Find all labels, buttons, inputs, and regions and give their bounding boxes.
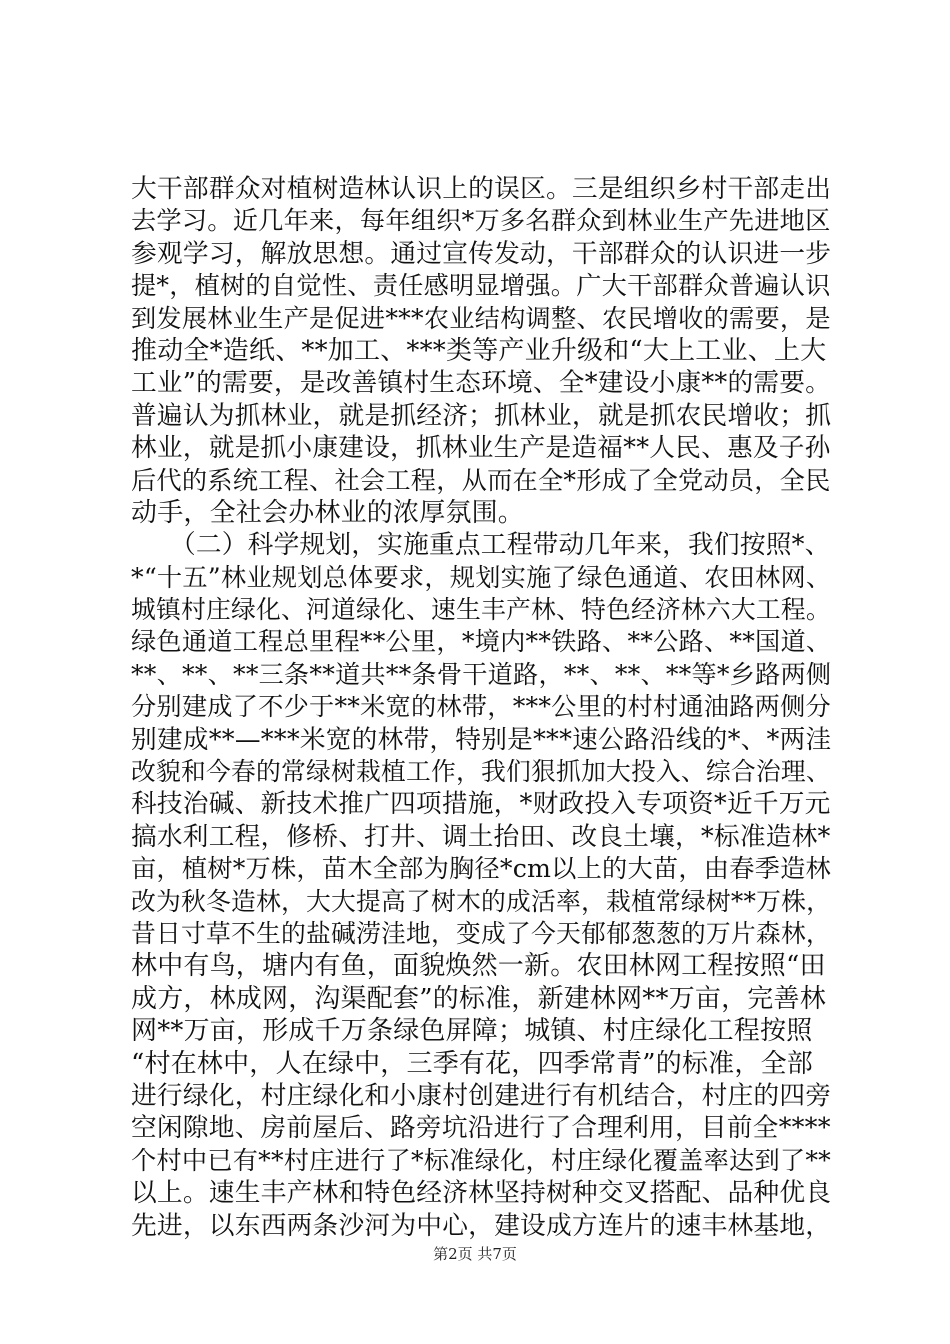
text-line: 先进，以东西两条沙河为中心，建设成方连片的速丰林基地， <box>131 1210 832 1241</box>
text-line: 个村中已有**村庄进行了*标准绿化，村庄绿化覆盖率达到了** <box>131 1145 831 1175</box>
text-line: 参观学习，解放思想。通过宣传发动，干部群众的认识进一步 <box>131 238 832 269</box>
text-line: 搞水利工程，修桥、打井、调土抬田、改良土壤，*标准造林* <box>131 821 831 852</box>
text-line: 进行绿化，村庄绿化和小康村创建进行有机结合，村庄的四旁 <box>131 1080 832 1111</box>
text-line: 昔日寸草不生的盐碱涝洼地，变成了今天郁郁葱葱的万片森林， <box>131 918 831 948</box>
text-line: 分别建成了不少于**米宽的林带，***公里的村村通油路两侧分 <box>131 692 831 722</box>
text-line: 大干部群众对植树造林认识上的误区。三是组织乡村干部走出 <box>131 174 832 204</box>
body-text <box>131 173 831 1242</box>
text-line: 林业，就是抓小康建设，抓林业生产是造福**人民、惠及子孙 <box>131 433 831 464</box>
text-line: 亩，植树*万株，苗木全部为胸径*cm以上的大苗，由春季造林 <box>131 854 831 884</box>
text-line: “村在林中，人在绿中，三季有花，四季常青”的标准，全部 <box>131 1048 813 1079</box>
text-line: 城镇村庄绿化、河道绿化、速生丰产林、特色经济林六大工程。 <box>131 595 831 625</box>
text-line: 提*，植树的自觉性、责任感明显增强。广大干部群众普遍认识 <box>131 271 831 301</box>
text-line: 林中有鸟，塘内有鱼，面貌焕然一新。农田林网工程按照“田 <box>131 951 826 982</box>
text-line: **、**、**三条**道共**条骨干道路，**、**、**等*乡路两侧 <box>131 659 832 689</box>
text-line: 到发展林业生产是促进***农业结构调整、农民增收的需要，是 <box>131 303 831 333</box>
text-line: 以上。速生丰产林和特色经济林坚持树种交叉搭配、品种优良 <box>131 1178 832 1209</box>
text-line: 空闲隙地、房前屋后、路旁坑沿进行了合理利用，目前全**** <box>131 1113 831 1144</box>
text-line: 改貌和今春的常绿树栽植工作，我们狠抓加大投入、综合治理、 <box>131 757 831 787</box>
text-line: 推动全*造纸、**加工、***类等产业升级和“大上工业、上大 <box>131 335 827 366</box>
text-line: （二）科学规划，实施重点工程带动几年来，我们按照*、 <box>131 530 831 561</box>
text-line: 动手，全社会办林业的浓厚氛围。 <box>131 497 525 528</box>
text-line: 后代的系统工程、社会工程，从而在全*形成了全党动员，全民 <box>131 465 831 495</box>
text-line: 普遍认为抓林业，就是抓经济；抓林业，就是抓农民增收；抓 <box>131 400 832 431</box>
text-line: 工业”的需要，是改善镇村生态环境、全*建设小康**的需要。 <box>131 368 832 399</box>
page-number-footer: 第2页 共7页 <box>433 1245 517 1263</box>
text-line: *“十五”林业规划总体要求，规划实施了绿色通道、农田林网、 <box>131 562 832 592</box>
text-line: 改为秋冬造林，大大提高了树木的成活率，栽植常绿树**万株， <box>131 886 832 916</box>
text-line: 绿色通道工程总里程**公里，*境内**铁路、**公路、**国道、 <box>131 627 832 657</box>
text-line: 科技治碱、新技术推广四项措施，*财政投入专项资*近千万元 <box>131 789 831 820</box>
text-line: 网**万亩，形成千万条绿色屏障；城镇、村庄绿化工程按照 <box>131 1016 813 1047</box>
text-line: 去学习。近几年来，每年组织*万多名群众到林业生产先进地区 <box>131 206 831 236</box>
text-line: 成方，林成网，沟渠配套”的标准，新建林网**万亩，完善林 <box>131 983 826 1014</box>
text-line: 别建成**—***米宽的林带，特别是***速公路沿线的*、*两洼 <box>131 724 832 755</box>
